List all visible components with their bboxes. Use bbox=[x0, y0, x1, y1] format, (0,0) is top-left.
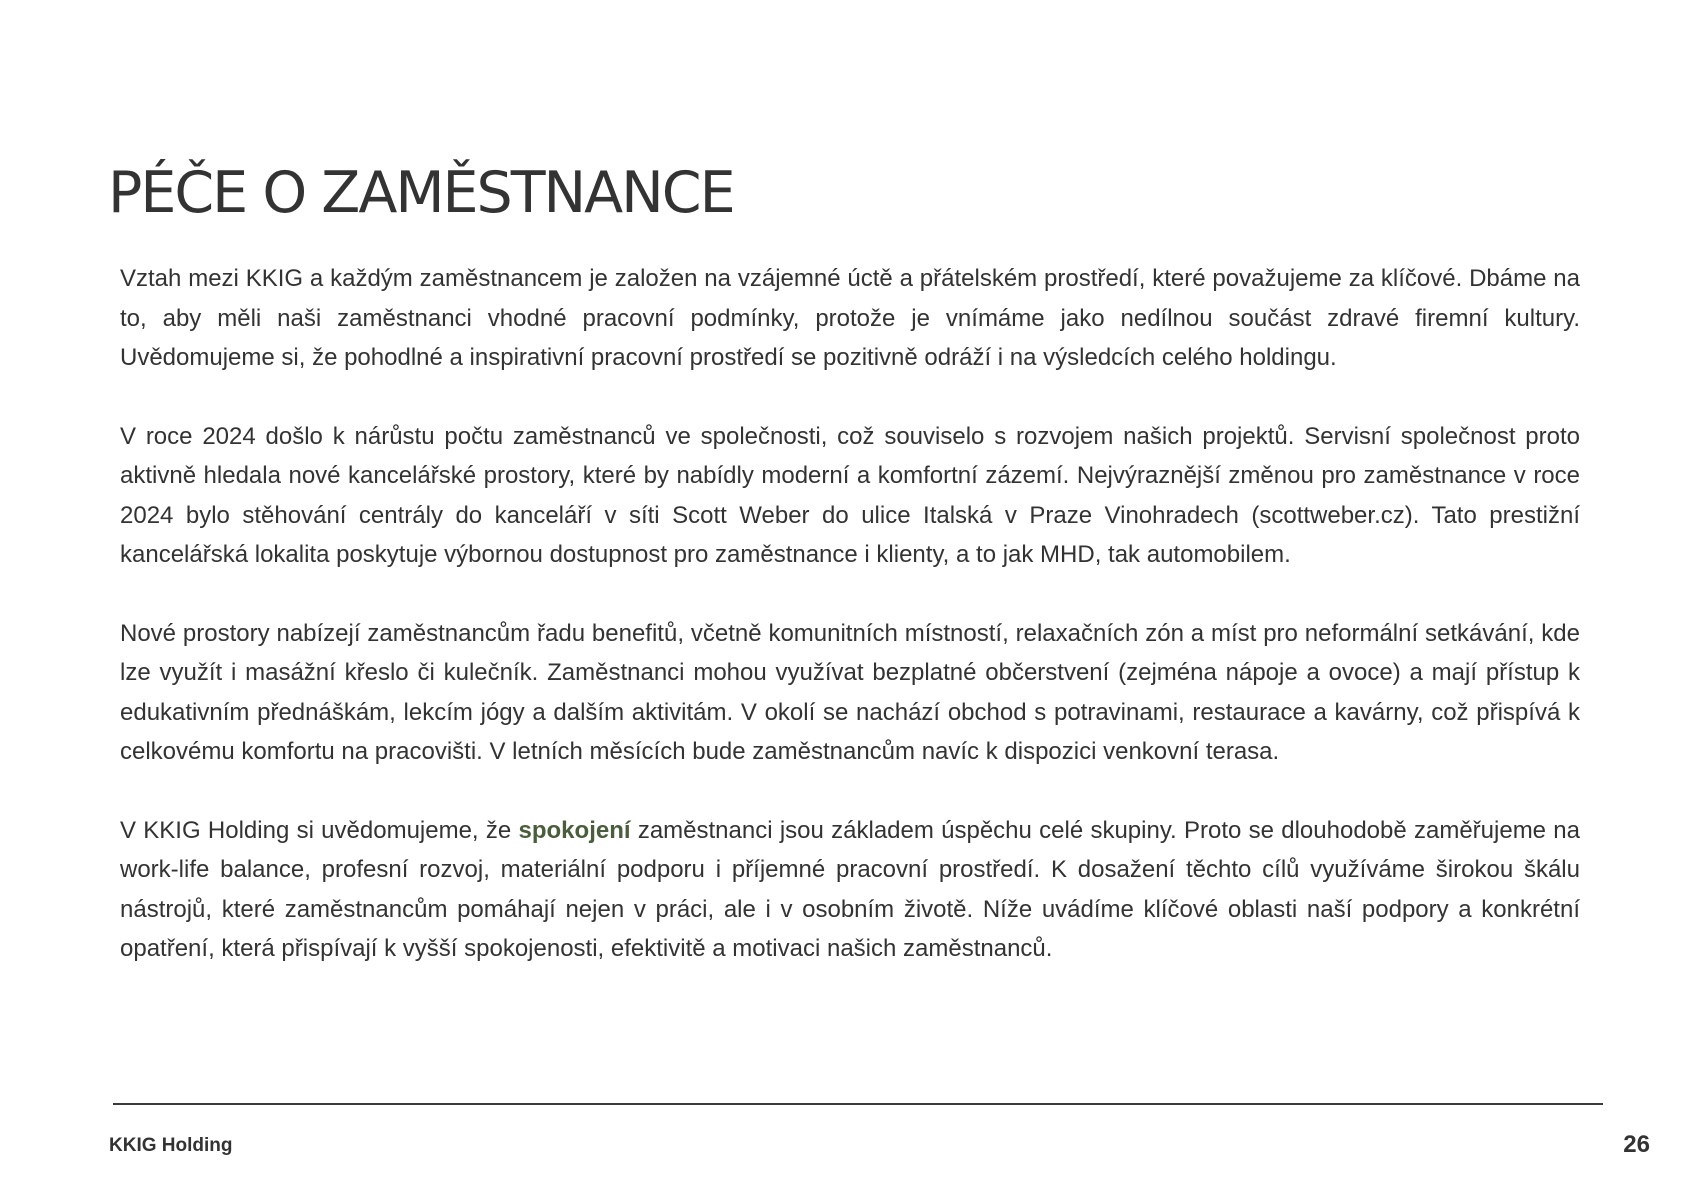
footer-brand: KKIG Holding bbox=[109, 1135, 233, 1156]
page-title: PÉČE O ZAMĚSTNANCE bbox=[108, 160, 734, 226]
paragraph-benefits: Nové prostory nabízejí zaměstnancům řadu benefitů, včetně komunitních místností, relaxačních zón a míst pro neformální setkávání, kde lze využít i masážní křeslo či kulečník. Zaměstnanci mohou využívat bezplatné občerstvení (zejména nápoje a ovoce) a mají přístup k edukativním přednáškám, lekcím jógy a dalším aktivitám. V okolí se nachází obchod s potravinami, restaurace a kavárny, což přispívá k celkovému komfortu na pracovišti. V letních měsících bude zaměstnancům navíc k dispozici venkovní terasa. bbox=[120, 619, 1580, 765]
paragraph-satisfaction-lead: V KKIG Holding si uvědomujeme, že bbox=[120, 816, 519, 844]
page-number: 26 bbox=[1623, 1131, 1650, 1158]
body-text bbox=[120, 259, 1580, 969]
paragraph-office-move: V roce 2024 došlo k nárůstu počtu zaměstnanců ve společnosti, což souviselo s rozvojem našich projektů. Servisní společnost proto aktivně hledala nové kancelářské prostory, které by nabídly moderní a komfortní zázemí. Nejvýraznější změnou pro zaměstnance v roce 2024 bylo stěhování centrály do kanceláří v síti Scott Weber do ulice Italská v Praze Vinohradech (scottweber.cz). Tato prestižní kancelářská lokalita poskytuje výbornou dostupnost pro zaměstnance i klienty, a to jak MHD, tak automobilem. bbox=[120, 422, 1580, 568]
paragraph-satisfaction-rest: zaměstnanci jsou základem úspěchu celé skupiny. Proto se dlouhodobě zaměřujeme na work-life balance, profesní rozvoj, materiální podporu i příjemné pracovní prostředí. K dosažení těchto cílů využíváme širokou škálu nástrojů, které zaměstnancům pomáhají nejen v práci, ale i v osobním životě. Níže uvádíme klíčové oblasti naší podpory a konkrétní opatření, která přispívají k vyšší spokojenosti, efektivitě a motivaci našich zaměstnanců. bbox=[120, 816, 1581, 962]
paragraph-satisfaction bbox=[120, 811, 1580, 969]
paragraph-relationship: Vztah mezi KKIG a každým zaměstnancem je založen na vzájemné úctě a přátelském prostředí, které považujeme za klíčové. Dbáme na to, aby měli naši zaměstnanci vhodné pracovní podmínky, protože je vnímáme jako nedílnou součást zdravé firemní kultury. Uvědomujeme si, že pohodlné a inspirativní pracovní prostředí se pozitivně odráží i na výsledcích celého holdingu. bbox=[120, 265, 1580, 371]
highlight-word: spokojení bbox=[518, 816, 631, 844]
footer-divider bbox=[113, 1103, 1603, 1105]
